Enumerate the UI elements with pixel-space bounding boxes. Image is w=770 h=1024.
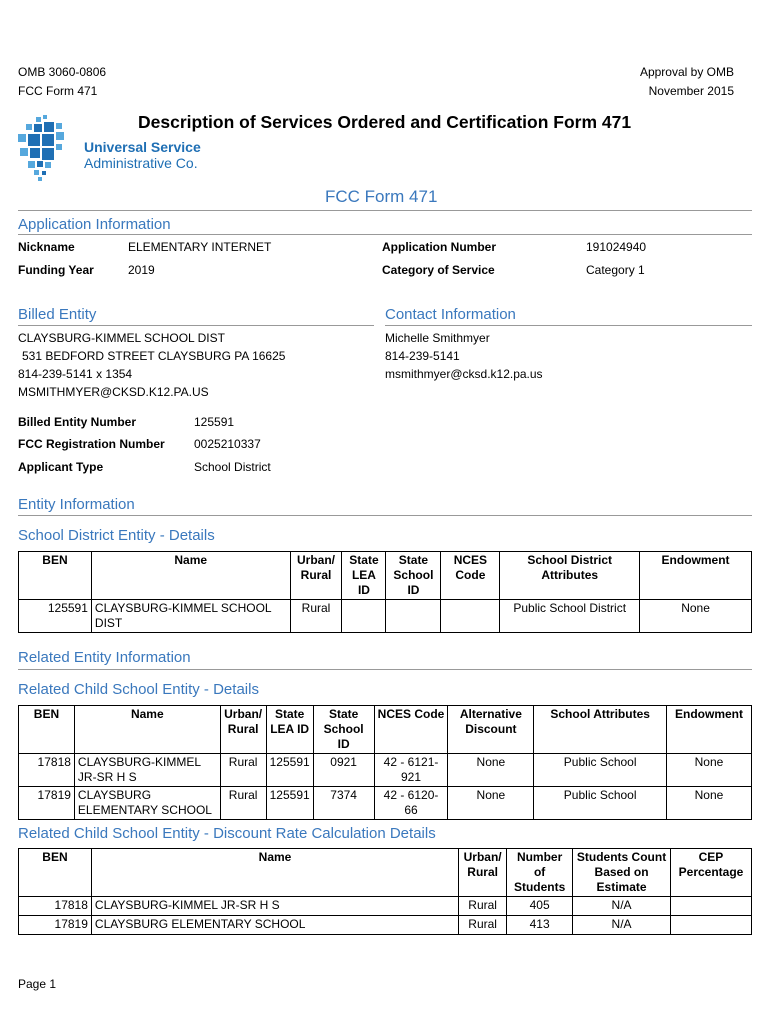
table-cell: 0921	[313, 754, 374, 787]
omb-approval: Approval by OMB	[639, 65, 734, 79]
table-cell: 17819	[19, 916, 92, 935]
column-header: Alternative Discount	[448, 706, 534, 754]
table-header-row	[19, 552, 752, 600]
table-header-row	[19, 849, 752, 897]
column-header: CEP Percentage	[670, 849, 751, 897]
column-header: BEN	[19, 849, 92, 897]
table-cell: CLAYSBURG-KIMMEL SCHOOL DIST	[91, 600, 290, 633]
column-header: State School ID	[313, 706, 374, 754]
usac-logo-mark-icon	[16, 114, 82, 184]
fcc-registration-label: FCC Registration Number	[18, 437, 165, 451]
table-cell: None	[640, 600, 752, 633]
app-info-divider	[18, 234, 752, 235]
table-cell: 405	[507, 897, 573, 916]
applicant-type-value: School District	[194, 460, 271, 474]
table-row	[19, 916, 752, 935]
application-number-label: Application Number	[382, 240, 497, 254]
billed-entity-divider	[18, 325, 374, 326]
table-cell: None	[448, 787, 534, 820]
table-row	[19, 600, 752, 633]
omb-number: OMB 3060-0806	[18, 65, 107, 79]
table-cell: 125591	[19, 600, 92, 633]
table-cell: 125591	[266, 754, 313, 787]
table-cell: 42 - 6121- 921	[374, 754, 448, 787]
table-cell: Public School	[534, 787, 667, 820]
section-entity-information: Entity Information	[18, 496, 135, 513]
section-application-information: Application Information	[18, 216, 171, 233]
table-cell: 125591	[266, 787, 313, 820]
school-district-table	[18, 551, 752, 633]
table-header-row	[19, 706, 752, 754]
table-cell	[670, 916, 751, 935]
nickname-label: Nickname	[18, 240, 75, 254]
table-cell	[386, 600, 441, 633]
column-header: NCES Code	[374, 706, 448, 754]
table-cell: None	[666, 787, 751, 820]
discount-rate-details-heading: Related Child School Entity - Discount Rate Calculation Details	[18, 825, 436, 842]
column-header: State School ID	[386, 552, 441, 600]
table-cell	[342, 600, 386, 633]
table-cell: 17818	[19, 754, 75, 787]
table-cell: None	[666, 754, 751, 787]
column-header: Name	[91, 552, 290, 600]
table-row	[19, 787, 752, 820]
contact-phone: 814-239-5141	[385, 349, 460, 363]
table-cell: CLAYSBURG ELEMENTARY SCHOOL	[74, 787, 220, 820]
table-cell: Rural	[220, 754, 266, 787]
column-header: Name	[91, 849, 458, 897]
table-cell	[441, 600, 500, 633]
column-header: School Attributes	[534, 706, 667, 754]
form-heading: FCC Form 471	[325, 187, 438, 206]
table-cell	[670, 897, 751, 916]
table-cell: 413	[507, 916, 573, 935]
form-number: FCC Form 471	[18, 84, 98, 98]
document-title: Description of Services Ordered and Certification Form 471	[138, 112, 632, 132]
contact-divider	[385, 325, 752, 326]
table-cell: 17818	[19, 897, 92, 916]
column-header: BEN	[19, 552, 92, 600]
header-divider	[18, 210, 752, 211]
section-related-entity-information: Related Entity Information	[18, 649, 191, 666]
contact-email: msmithmyer@cksd.k12.pa.us	[385, 367, 543, 381]
table-cell: Rural	[220, 787, 266, 820]
column-header: Urban/ Rural	[290, 552, 342, 600]
page-number: Page 1	[18, 977, 57, 991]
table-cell: None	[448, 754, 534, 787]
table-cell: N/A	[573, 916, 671, 935]
table-cell: 42 - 6120- 66	[374, 787, 448, 820]
table-cell: Public School	[534, 754, 667, 787]
school-district-details-heading: School District Entity - Details	[18, 527, 215, 544]
category-value: Category 1	[586, 263, 645, 277]
billed-entity-number-value: 125591	[194, 415, 235, 429]
column-header: Name	[74, 706, 220, 754]
column-header: Urban/ Rural	[459, 849, 507, 897]
logo-line-1: Universal Service	[84, 139, 201, 155]
table-cell: N/A	[573, 897, 671, 916]
entity-info-divider	[18, 515, 752, 516]
column-header: State LEA ID	[342, 552, 386, 600]
column-header: School District Attributes	[500, 552, 640, 600]
billed-entity-phone: 814-239-5141 x 1354	[18, 367, 133, 381]
table-cell: Rural	[459, 916, 507, 935]
application-number-value: 191024940	[586, 240, 647, 254]
table-row	[19, 754, 752, 787]
related-child-details-heading: Related Child School Entity - Details	[18, 681, 259, 698]
section-billed-entity: Billed Entity	[18, 306, 97, 323]
related-entity-divider	[18, 669, 752, 670]
funding-year-value: 2019	[128, 263, 155, 277]
funding-year-label: Funding Year	[18, 263, 94, 277]
column-header: NCES Code	[441, 552, 500, 600]
related-child-table	[18, 705, 752, 820]
contact-name: Michelle Smithmyer	[385, 331, 490, 345]
table-cell: 17819	[19, 787, 75, 820]
column-header: BEN	[19, 706, 75, 754]
billed-entity-email: MSMITHMYER@CKSD.K12.PA.US	[18, 385, 209, 399]
column-header: Endowment	[640, 552, 752, 600]
logo-line-2: Administrative Co.	[84, 155, 198, 171]
fcc-registration-value: 0025210337	[194, 437, 261, 451]
table-row	[19, 897, 752, 916]
table-cell: CLAYSBURG-KIMMEL JR-SR H S	[74, 754, 220, 787]
table-cell: Public School District	[500, 600, 640, 633]
table-cell: 7374	[313, 787, 374, 820]
column-header: State LEA ID	[266, 706, 313, 754]
nickname-value: ELEMENTARY INTERNET	[128, 240, 272, 254]
table-cell: Rural	[459, 897, 507, 916]
column-header: Endowment	[666, 706, 751, 754]
billed-entity-number-label: Billed Entity Number	[18, 415, 137, 429]
table-cell: CLAYSBURG-KIMMEL JR-SR H S	[91, 897, 458, 916]
billed-entity-address: 531 BEDFORD STREET CLAYSBURG PA 16625	[22, 349, 286, 363]
table-cell: Rural	[290, 600, 342, 633]
column-header: Urban/ Rural	[220, 706, 266, 754]
section-contact-information: Contact Information	[385, 306, 516, 323]
column-header: Students Count Based on Estimate	[573, 849, 671, 897]
column-header: Number of Students	[507, 849, 573, 897]
discount-rate-table	[18, 848, 752, 935]
applicant-type-label: Applicant Type	[18, 460, 104, 474]
category-label: Category of Service	[382, 263, 495, 277]
table-cell: CLAYSBURG ELEMENTARY SCHOOL	[91, 916, 458, 935]
approval-date: November 2015	[648, 84, 734, 98]
billed-entity-name: CLAYSBURG-KIMMEL SCHOOL DIST	[18, 331, 225, 345]
